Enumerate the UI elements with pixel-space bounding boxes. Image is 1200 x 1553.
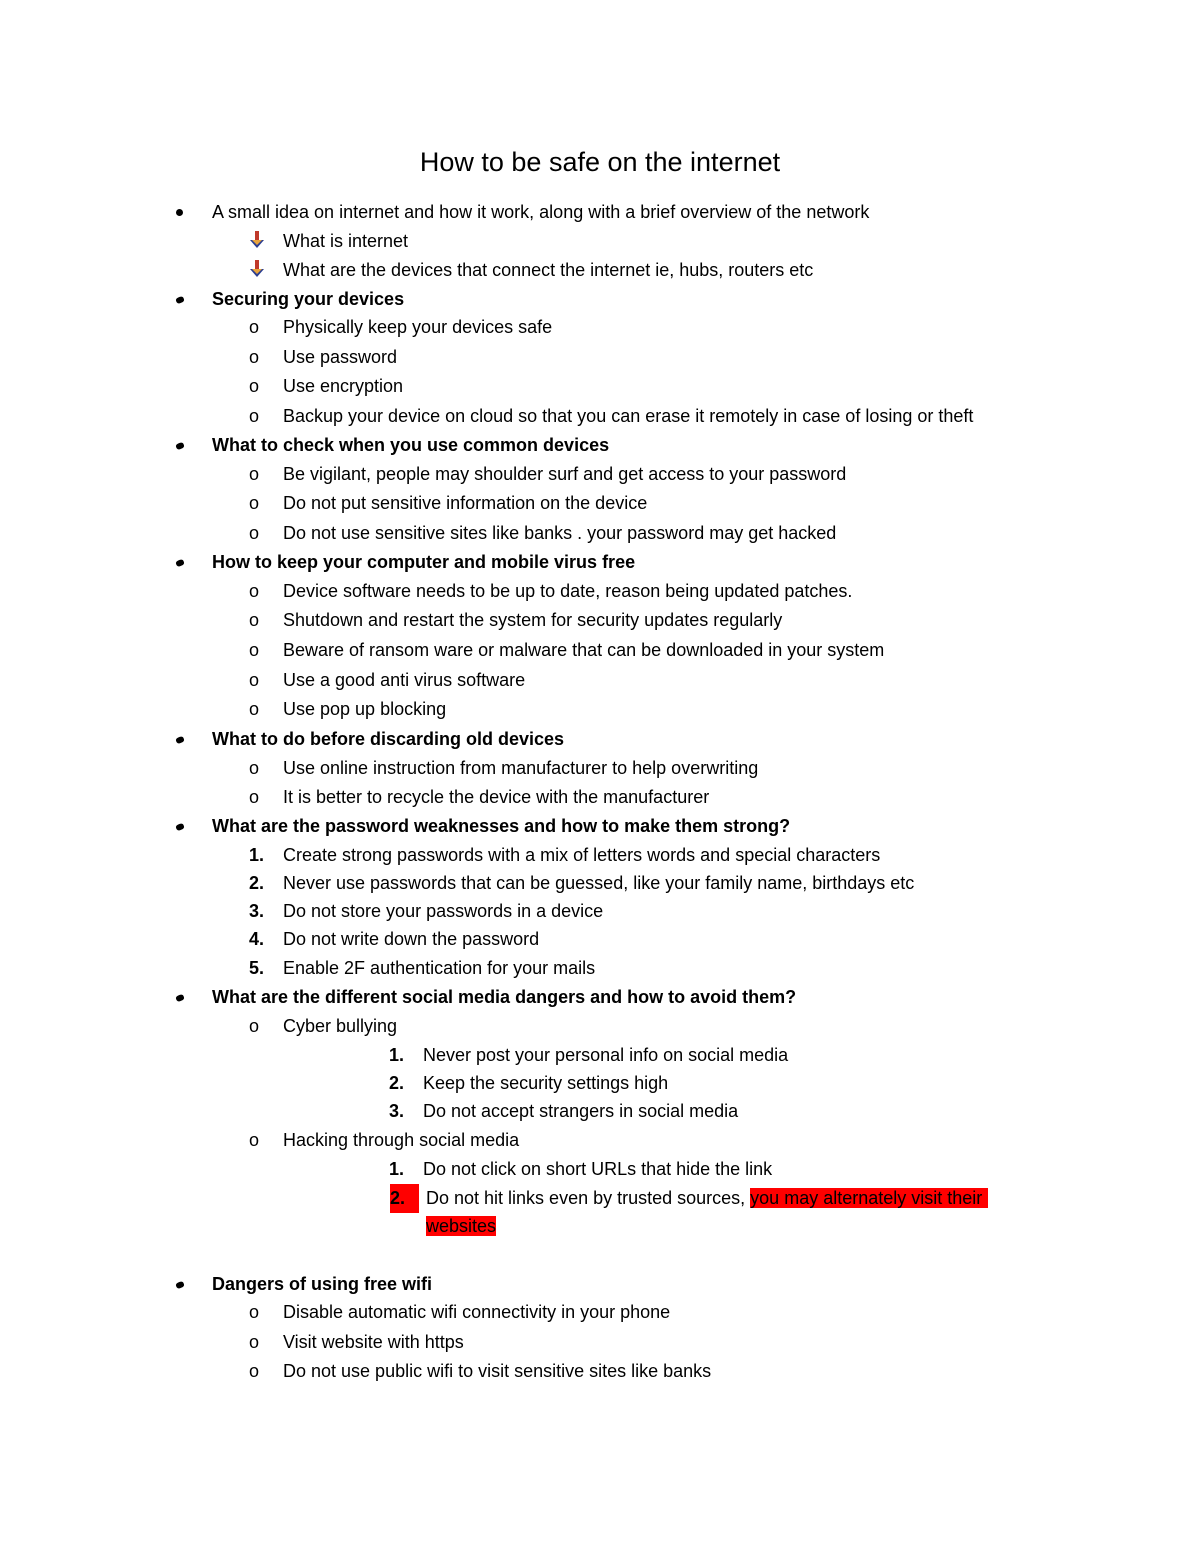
list-item-text: Do not accept strangers in social media (423, 1101, 739, 1121)
circle-bullet-icon: o (249, 610, 260, 630)
section-heading: What are the password weaknesses and how to make them strong? (212, 816, 791, 836)
list-item (0, 897, 1150, 926)
circle-bullet-icon: o (249, 1332, 260, 1352)
list-item (0, 1155, 1150, 1184)
list-item (0, 460, 1150, 489)
circle-bullet-icon: o (249, 1302, 260, 1322)
list-item (0, 198, 1150, 227)
section-heading: What to check when you use common devices (212, 435, 610, 455)
list-item (0, 343, 1150, 372)
circle-bullet-icon: o (249, 758, 260, 778)
list-item-text (426, 1184, 988, 1213)
list-item (0, 725, 1150, 754)
list-item-text: Visit website with https (283, 1332, 464, 1352)
section-heading: A small idea on internet and how it work, along with a brief overview of the network (212, 202, 870, 222)
list-item-text: Use a good anti virus software (283, 670, 526, 690)
circle-bullet-icon: o (249, 581, 260, 601)
section-heading: Securing your devices (212, 289, 405, 309)
list-item-text: What are the devices that connect the internet ie, hubs, routers etc (283, 260, 814, 280)
list-item (0, 256, 1150, 285)
list-item (0, 402, 1150, 431)
list-number: 2. (249, 873, 265, 893)
list-item-text: Do not click on short URLs that hide the link (423, 1159, 773, 1179)
list-item-text: Create strong passwords with a mix of letters words and special characters (283, 845, 881, 865)
circle-bullet-icon: o (249, 1361, 260, 1381)
circle-bullet-icon: o (249, 699, 260, 719)
list-number: 3. (249, 901, 265, 921)
list-item-text: Cyber bullying (283, 1016, 398, 1036)
list-item (0, 548, 1150, 577)
list-item-text: Do not store your passwords in a device (283, 901, 604, 921)
list-item-continuation (0, 1212, 1150, 1241)
list-item (0, 1069, 1150, 1098)
circle-bullet-icon: o (249, 464, 260, 484)
list-item (0, 577, 1150, 606)
list-item-text: Never use passwords that can be guessed, like your family name, birthdays etc (283, 873, 915, 893)
list-item (0, 519, 1150, 548)
list-number: 5. (249, 958, 265, 978)
list-item-text: Do not use sensitive sites like banks . your password may get hacked (283, 523, 837, 543)
list-item-text: Device software needs to be up to date, reason being updated patches. (283, 581, 853, 601)
list-item (0, 1328, 1150, 1357)
highlighted-text: you may alternately visit their (750, 1188, 988, 1208)
circle-bullet-icon: o (249, 670, 260, 690)
circle-bullet-icon: o (249, 1130, 260, 1150)
list-number: 4. (249, 929, 265, 949)
list-item (0, 606, 1150, 635)
circle-bullet-icon: o (249, 376, 260, 396)
circle-bullet-icon: o (249, 1016, 260, 1036)
list-item (0, 954, 1150, 983)
list-item (0, 1184, 1150, 1213)
list-item-text: Use encryption (283, 376, 404, 396)
list-item (0, 869, 1150, 898)
section-heading: What are the different social media dangers and how to avoid them? (212, 987, 797, 1007)
list-item (0, 695, 1150, 724)
list-item (0, 1270, 1150, 1299)
list-number: 2. (390, 1184, 419, 1213)
circle-bullet-icon: o (249, 347, 260, 367)
list-item (0, 925, 1150, 954)
list-item (0, 666, 1150, 695)
list-item (0, 1357, 1150, 1386)
list-item (0, 313, 1150, 342)
list-item-text: Do not use public wifi to visit sensitive sites like banks (283, 1361, 712, 1381)
circle-bullet-icon: o (249, 787, 260, 807)
list-item (0, 285, 1150, 314)
circle-bullet-icon: o (249, 493, 260, 513)
list-item (0, 1298, 1150, 1327)
list-item-text: Never post your personal info on social media (423, 1045, 789, 1065)
list-item-text: Hacking through social media (283, 1130, 520, 1150)
list-item-text: Keep the security settings high (423, 1073, 669, 1093)
section-heading: Dangers of using free wifi (212, 1274, 433, 1294)
list-item-text: Backup your device on cloud so that you can erase it remotely in case of losing or theft (283, 406, 974, 426)
list-item (0, 1012, 1150, 1041)
list-item (0, 983, 1150, 1012)
list-item-text-plain: Do not hit links even by trusted sources, (426, 1188, 751, 1208)
circle-bullet-icon: o (249, 317, 260, 337)
highlighted-text: websites (426, 1216, 497, 1236)
list-number: 1. (249, 845, 265, 865)
list-item (0, 783, 1150, 812)
list-item-text: What is internet (283, 231, 409, 251)
list-item (0, 841, 1150, 870)
list-item-text (426, 1212, 496, 1241)
list-item (0, 636, 1150, 665)
list-item-text: Enable 2F authentication for your mails (283, 958, 596, 978)
list-item-text: Beware of ransom ware or malware that can be downloaded in your system (283, 640, 885, 660)
list-item (0, 1041, 1150, 1070)
section-heading: What to do before discarding old devices (212, 729, 565, 749)
circle-bullet-icon: o (249, 523, 260, 543)
list-item-text: Do not put sensitive information on the device (283, 493, 648, 513)
list-number: 3. (389, 1101, 405, 1121)
page-title: How to be safe on the internet (419, 147, 781, 177)
list-item-text: Use online instruction from manufacturer to help overwriting (283, 758, 759, 778)
list-item (0, 227, 1150, 256)
list-item (0, 812, 1150, 841)
list-item (0, 754, 1150, 783)
circle-bullet-icon: o (249, 640, 260, 660)
list-item-text: Use pop up blocking (283, 699, 447, 719)
list-item-text: Use password (283, 347, 398, 367)
list-item-text: Shutdown and restart the system for security updates regularly (283, 610, 783, 630)
list-item-text: Do not write down the password (283, 929, 540, 949)
list-number: 1. (389, 1159, 405, 1179)
list-number: 2. (389, 1073, 405, 1093)
section-heading: How to keep your computer and mobile virus free (212, 552, 636, 572)
list-number: 1. (389, 1045, 405, 1065)
circle-bullet-icon: o (249, 406, 260, 426)
list-item (0, 431, 1150, 460)
list-item (0, 489, 1150, 518)
list-item (0, 372, 1150, 401)
list-item-text: Be vigilant, people may shoulder surf and get access to your password (283, 464, 847, 484)
list-item-text: It is better to recycle the device with the manufacturer (283, 787, 710, 807)
list-item (0, 1126, 1150, 1155)
list-item-text: Disable automatic wifi connectivity in your phone (283, 1302, 671, 1322)
list-item (0, 1097, 1150, 1126)
list-item-text: Physically keep your devices safe (283, 317, 553, 337)
